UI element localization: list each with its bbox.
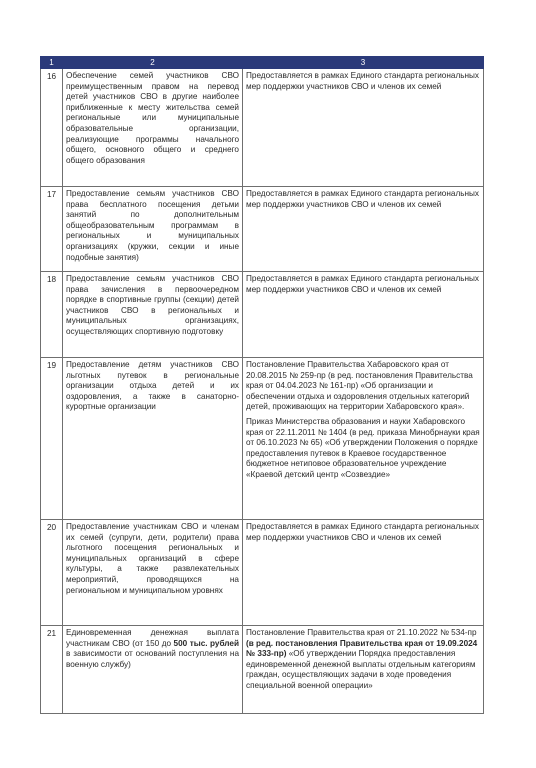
row-number: 18 <box>41 272 63 358</box>
measure-description: Обеспечение семей участников СВО преимущественным правом на перевод детей участников СВО в другие наиболее приближенные к месту жительства семей региональные или муниципальные образовательные организации, реализующие программы начального общего, основного общего и среднего общего образования <box>63 69 243 187</box>
legal-basis-paragraph: Предоставляется в рамках Единого стандарта региональных мер поддержки участников СВО и членов их семей <box>246 274 479 294</box>
table-row <box>41 520 484 626</box>
row-number: 21 <box>41 626 63 714</box>
table-row <box>41 626 484 714</box>
measure-description <box>63 626 243 714</box>
measure-description: Предоставление детям участников СВО льготных путевок в региональные организации отдыха детей и их оздоровления, а также в санаторно-курортные организации <box>63 358 243 520</box>
table-row <box>41 187 484 272</box>
legal-basis <box>243 187 484 272</box>
legal-basis <box>243 520 484 626</box>
legal-basis-text: «Об утверждении Порядка предоставления единовременной денежной выплаты отдельным категориям граждан, осуществляющих задачи в ходе проведения специальной военной операции» <box>246 649 476 690</box>
row-number: 19 <box>41 358 63 520</box>
legal-basis-paragraph: Предоставляется в рамках Единого стандарта региональных мер поддержки участников СВО и членов их семей <box>246 189 479 209</box>
legal-basis-paragraph: Постановление Правительства Хабаровского края от 20.08.2015 № 259-пр (в ред. постановления Правительства края от 04.04.2023 № 161-пр) «Об организации и обеспечении отдыха и оздоровления отдельных категорий детей, проживающих на территории Хабаровского края». <box>246 360 473 412</box>
legal-basis <box>243 358 484 520</box>
document-page <box>40 56 483 714</box>
table-header-row <box>41 57 484 69</box>
header-cell-1: 1 <box>41 57 63 69</box>
header-cell-3: 3 <box>243 57 484 69</box>
table-row <box>41 272 484 358</box>
measure-description: Предоставление семьям участников СВО права бесплатного посещения детьми занятий по дополнительным общеобразовательным программам в региональных и муниципальных организациях (кружки, секции и иные подобные занятия) <box>63 187 243 272</box>
table-row <box>41 69 484 187</box>
legal-basis-paragraph: Предоставляется в рамках Единого стандарта региональных мер поддержки участников СВО и членов их семей <box>246 522 479 542</box>
legal-basis <box>243 272 484 358</box>
header-cell-2: 2 <box>63 57 243 69</box>
table-row <box>41 358 484 520</box>
row-number: 20 <box>41 520 63 626</box>
row-number: 16 <box>41 69 63 187</box>
measure-description: Предоставление участникам СВО и членам их семей (супруги, дети, родители) права льготного посещения региональных и муниципальных организаций в сфере культуры, а также развлекательных мероприятий, проводящихся на региональном и муниципальном уровнях <box>63 520 243 626</box>
legal-basis-text: Постановление Правительства края от 21.10.2022 № 534-пр <box>246 628 477 637</box>
legal-basis-paragraph: Предоставляется в рамках Единого стандарта региональных мер поддержки участников СВО и членов их семей <box>246 71 479 91</box>
legal-basis-amendment: (в ред. постановления Правительства края от 19.09.2024 № 333-пр) <box>246 638 478 659</box>
measure-description: Предоставление семьям участников СВО права зачисления в первоочередном порядке в спортивные группы (секции) детей участников СВО в региональных и муниципальных организациях, осуществляющих спортивную подготовку <box>63 272 243 358</box>
legal-basis <box>243 626 484 714</box>
measure-amount: 500 тыс. рублей <box>173 638 239 648</box>
measure-text: в зависимости от оснований поступления на военную службу) <box>66 649 239 669</box>
measure-text: Единовременная денежная выплата участникам СВО (от 150 до <box>66 628 239 648</box>
legal-basis-paragraph: Приказ Министерства образования и науки Хабаровского края от 22.11.2011 № 1404 (в ред. приказа Минобрнауки края от 06.10.2023 № 65) «Об утверждении Положения о порядке предоставления путевок в Краевое государственное бюджетное нетиповое образовательное учреждение «Краевой детский центр «Созвездие» <box>246 416 480 479</box>
support-measures-table <box>40 56 484 714</box>
legal-basis <box>243 69 484 187</box>
row-number: 17 <box>41 187 63 272</box>
